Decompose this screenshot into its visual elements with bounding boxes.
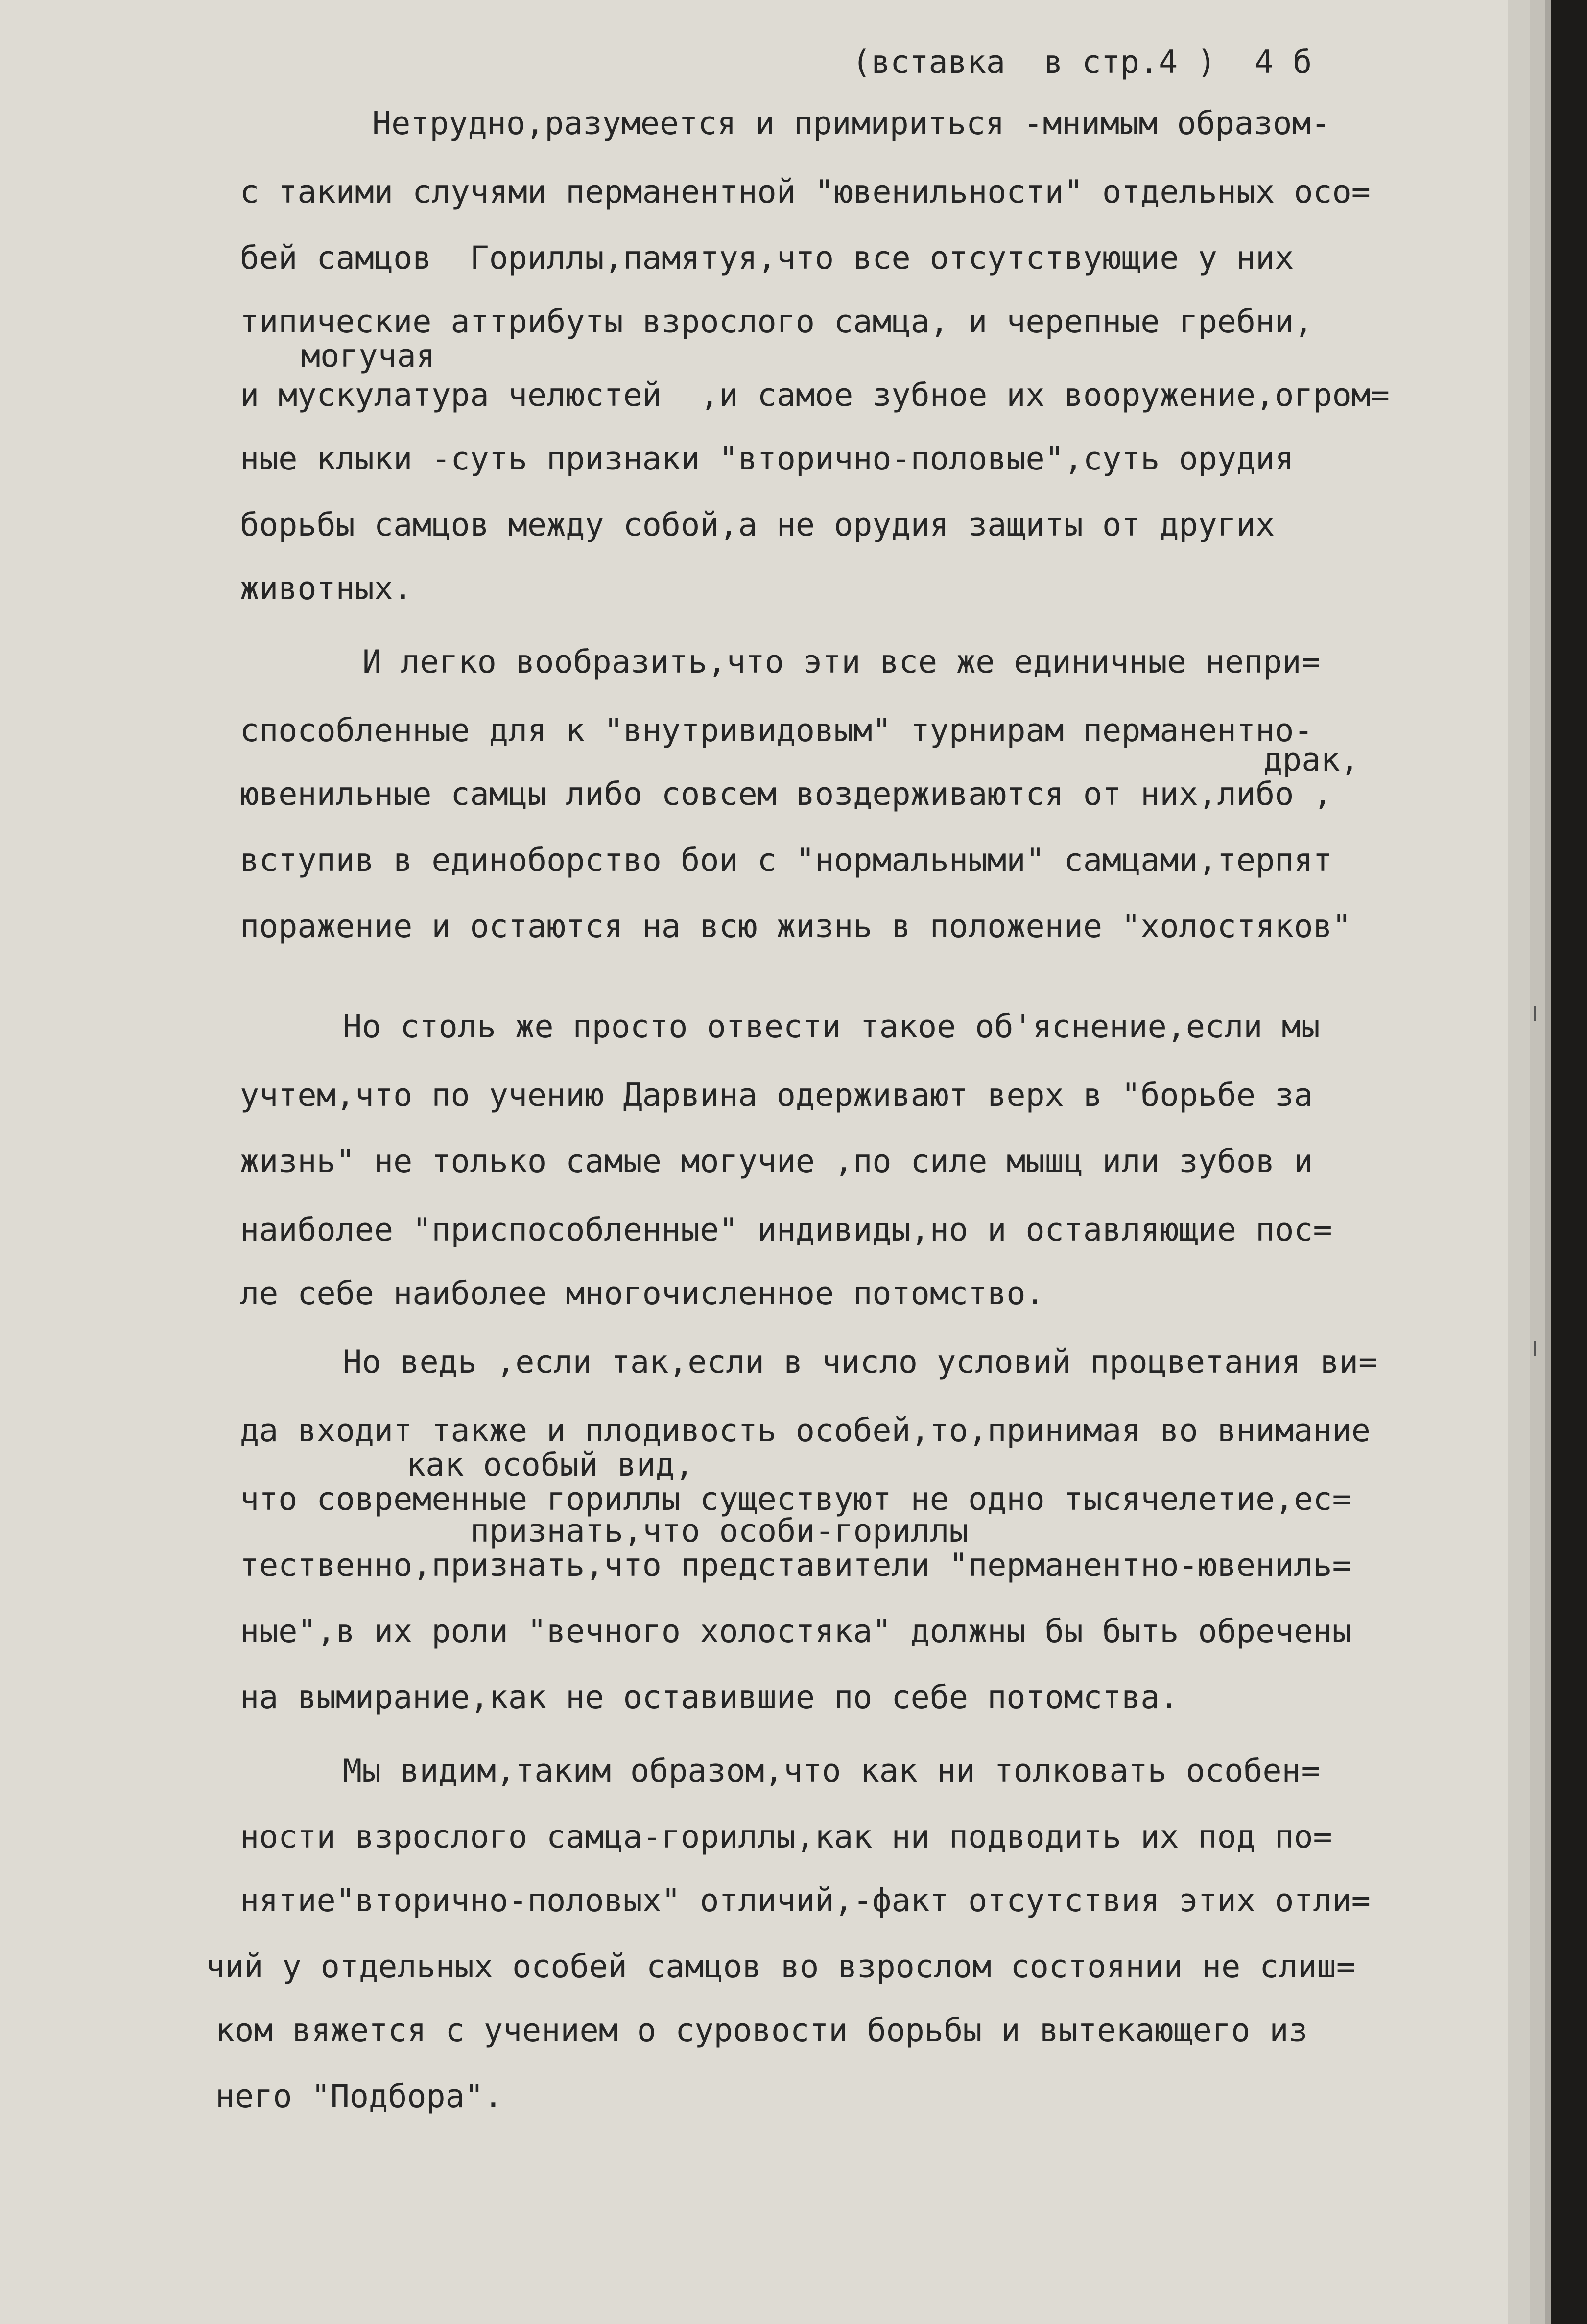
text-line: борьбы самцов между собой,а не орудия защиты от других [240, 507, 1275, 543]
text-line: Но ведь ,если так,если в число условий процветания ви= [343, 1344, 1378, 1381]
text-line: и мускулатура челюстей ,и самое зубное их вооружение,огром= [240, 377, 1390, 414]
text-line: тественно,признать,что представители "перманентно-ювениль= [240, 1547, 1351, 1584]
text-line: как особый вид, [406, 1447, 694, 1483]
scan-mark [1534, 1341, 1536, 1356]
text-line: ком вяжется с учением о суровости борьбы и вытекающего из [215, 2012, 1308, 2049]
page-edge [1530, 0, 1545, 2324]
page-edge [1508, 0, 1530, 2324]
text-line: бей самцов Гориллы,памятуя,что все отсутствующие у них [240, 240, 1294, 277]
page-header: (вставка в стр.4 ) 4 б [852, 44, 1312, 81]
scan-mark [1534, 1006, 1536, 1021]
text-line: признать,что особи-гориллы [470, 1513, 969, 1549]
text-line: на вымирание,как не оставившие по себе потомства. [240, 1679, 1179, 1716]
text-line: с такими случями перманентной "ювенильности" отдельных осо= [240, 174, 1371, 211]
text-line: да входит также и плодивость особей,то,принимая во внимание [240, 1412, 1371, 1449]
page-edge [1545, 0, 1551, 2324]
text-line: Нетрудно,разумеется и примириться -мнимым образом- [372, 105, 1330, 142]
text-line: учтем,что по учению Дарвина одерживают верх в "борьбе за [240, 1077, 1313, 1114]
text-line: способленные для к "внутривидовым" турнирам перманентно- [240, 712, 1313, 749]
text-line: Мы видим,таким образом,что как ни толковать особен= [343, 1753, 1320, 1789]
text-line: И легко вообразить,что эти все же единичные непри= [362, 644, 1321, 681]
text-line: Но столь же просто отвести такое об'яснение,если мы [343, 1009, 1320, 1045]
text-line: него "Подбора". [215, 2078, 503, 2115]
text-line: ле себе наиболее многочисленное потомство. [240, 1275, 1045, 1312]
text-line: чий у отдельных особей самцов во взрослом состоянии не слиш= [206, 1948, 1355, 1985]
text-line: что современные гориллы существуют не одно тысячелетие,ес= [240, 1481, 1351, 1518]
text-line: животных. [240, 570, 413, 607]
text-line: ности взрослого самца-гориллы,как ни подводить их под по= [240, 1819, 1332, 1855]
text-line: драк, [1263, 742, 1359, 778]
text-line: нятие"вторично-половых" отличий,-факт отсутствия этих отли= [240, 1882, 1371, 1919]
text-line: жизнь" не только самые могучие ,по силе мышц или зубов и [240, 1143, 1313, 1180]
text-line: вступив в единоборство бои с "нормальными" самцами,терпят [240, 842, 1332, 879]
text-line: ные",в их роли "вечного холостяка" должны бы быть обречены [240, 1613, 1351, 1650]
text-line: могучая [301, 338, 435, 375]
text-line: типические аттрибуты взрослого самца, и черепные гребни, [240, 304, 1313, 340]
text-line: поражение и остаются на всю жизнь в положение "холостяков" [240, 908, 1351, 945]
text-line: ювенильные самцы либо совсем воздерживаются от них,либо , [240, 776, 1332, 813]
text-line: наиболее "приспособленные" индивиды,но и оставляющие пос= [240, 1212, 1332, 1248]
text-line: ные клыки -суть признаки "вторично-половые",суть орудия [240, 441, 1294, 477]
